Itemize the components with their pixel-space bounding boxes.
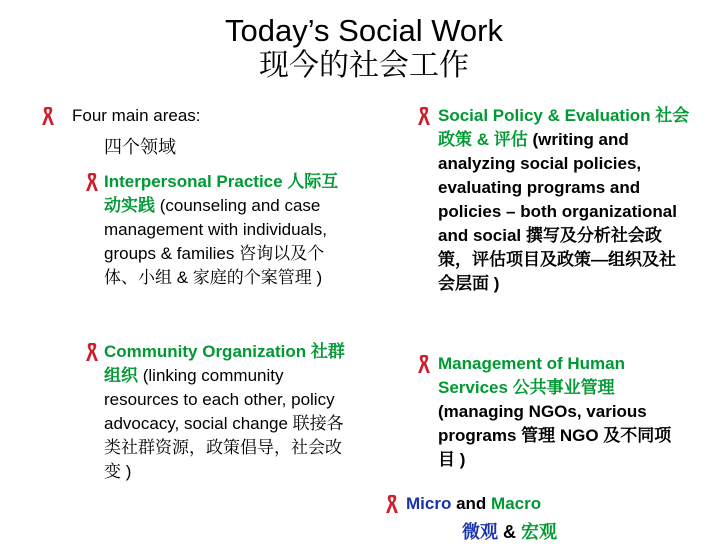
- ribbon-icon: [416, 106, 434, 126]
- micro-label: Micro: [406, 494, 452, 513]
- interpersonal-practice-body: (counseling and case management with individuals, groups & families 咨询以及个体、小组 & 家庭的个案管理 ): [104, 196, 328, 287]
- interpersonal-practice-heading: Interpersonal Practice 人际互动实践: [104, 172, 339, 215]
- community-organization-heading: Community Organization 社群组织: [104, 342, 345, 385]
- management-heading: Management of Human Services 公共事业管理: [438, 354, 626, 397]
- main-areas-label: [72, 104, 332, 128]
- social-policy-heading: Social Policy & Evaluation 社会政策 & 评估: [438, 106, 690, 149]
- management-body: (managing NGOs, various programs 管理 NGO 及不同项目 ): [438, 402, 672, 469]
- community-organization-item: [104, 340, 350, 484]
- community-organization-body: (linking community resources to each other, policy advocacy, social change 联接各类社群资源，政策倡导，社会改变 ): [104, 366, 344, 481]
- slide-title: [0, 14, 728, 84]
- micro-chinese: 微观: [462, 522, 498, 542]
- macro-chinese: 宏观: [521, 522, 558, 542]
- social-policy-body: (writing and analyzing social policies, evaluating programs and policies – both organizational and social 撰写及分析社会政策，评估项目及政策—组织及社会层面 ): [438, 130, 677, 293]
- micro-macro-item: [406, 492, 706, 516]
- ribbon-icon: [84, 342, 102, 362]
- ribbon-icon: [384, 494, 402, 514]
- ribbon-icon: [416, 354, 434, 374]
- title-chinese: 现今的社会工作: [259, 49, 469, 82]
- ribbon-icon: [40, 106, 58, 126]
- main-areas-chinese: 四个领域: [104, 137, 176, 157]
- micro-macro-chinese: [462, 520, 662, 544]
- title-english: Today’s Social Work: [225, 13, 503, 48]
- social-policy-item: [438, 104, 690, 296]
- management-human-services-item: [438, 352, 688, 472]
- and-label: and: [456, 494, 487, 513]
- micro-macro-amp: &: [503, 522, 517, 542]
- main-areas-english: Four main areas:: [72, 106, 201, 125]
- ribbon-icon: [84, 172, 102, 192]
- macro-label: Macro: [491, 494, 542, 513]
- interpersonal-practice-item: [104, 170, 340, 290]
